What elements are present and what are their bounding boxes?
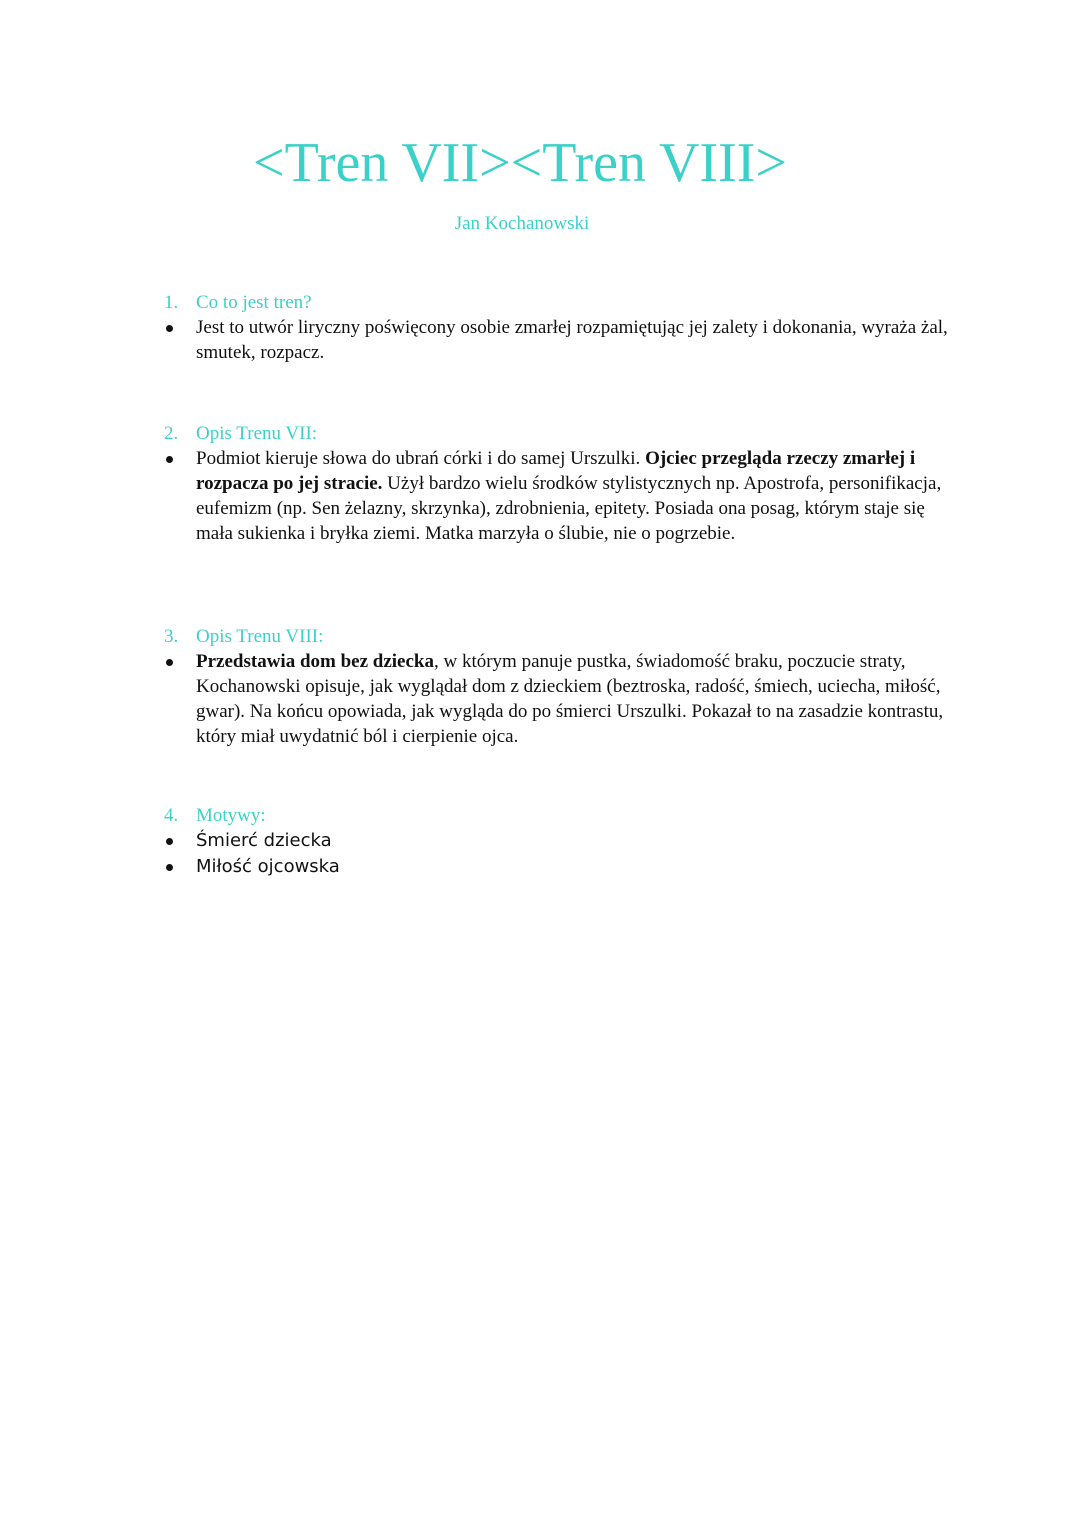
section-title: Opis Trenu VIII: [196, 626, 324, 647]
author-name: Jan Kochanowski [454, 213, 590, 234]
section-4 [160, 803, 960, 880]
section-number: 2. [164, 423, 179, 444]
document-title: <Tren VII><Tren VIII> [253, 132, 787, 194]
bullet-text-part: Podmiot kieruje słowa do ubrań córki i do samej Urszulki. [196, 448, 646, 469]
bullet-text-part: Użył bardzo wielu środków stylistycznych np. Apostrofa, personifikacja, eufemizm (np. Sen żelazny, skrzynka), zdrobnienia, epitety. Posiada ona posag, którym staje się mała sukienka i bryłka ziemi. Matka marzyła o ślubie, nie o pogrzebie. [196, 473, 942, 544]
bullet-item [160, 828, 960, 854]
section-number: 1. [164, 292, 179, 313]
bullet-text: Jest to utwór liryczny poświęcony osobie zmarłej rozpamiętując jej zalety i dokonania, wyraża żal, smutek, rozpacz. [196, 317, 948, 363]
bullet-dot-icon [166, 659, 173, 666]
bullet-item [160, 854, 960, 880]
bullet-item [160, 446, 960, 546]
bullet-text-part: , w którym panuje pustka, świadomość braku, poczucie straty, Kochanowski opisuje, jak wyglądał dom z dzieckiem (beztroska, radość, śmiech, uciecha, miłość, gwar). Na końcu opowiada, jak wygląda do po śmierci Urszulki. Pokazał to na zasadzie kontrastu, który miał uwydatnić ból i cierpienie ojca. [196, 651, 944, 747]
bullet-dot-icon [166, 838, 173, 845]
section-title: Co to jest tren? [196, 292, 312, 313]
bullet-item [160, 315, 960, 365]
section-1 [160, 290, 960, 365]
bullet-dot-icon [166, 456, 173, 463]
section-number: 3. [164, 626, 179, 647]
bullet-dot-icon [166, 864, 173, 871]
section-title: Opis Trenu VII: [196, 423, 318, 444]
section-heading [160, 803, 960, 828]
bullet-dot-icon [166, 325, 173, 332]
section-heading [160, 624, 960, 649]
section-heading [160, 290, 960, 315]
section-2 [160, 421, 960, 546]
bullet-text: Śmierć dziecka [196, 830, 332, 851]
section-number: 4. [164, 805, 179, 826]
section-3 [160, 624, 960, 749]
bullet-text: Miłość ojcowska [196, 856, 340, 877]
bullet-text-bold: Przedstawia dom bez dziecka [196, 651, 434, 672]
bullet-item [160, 649, 960, 749]
section-heading [160, 421, 960, 446]
bullet-text-bold: Ojciec przegląda rzeczy zmarłej i rozpacza po jej stracie. [196, 448, 916, 494]
section-title: Motywy: [196, 805, 266, 826]
